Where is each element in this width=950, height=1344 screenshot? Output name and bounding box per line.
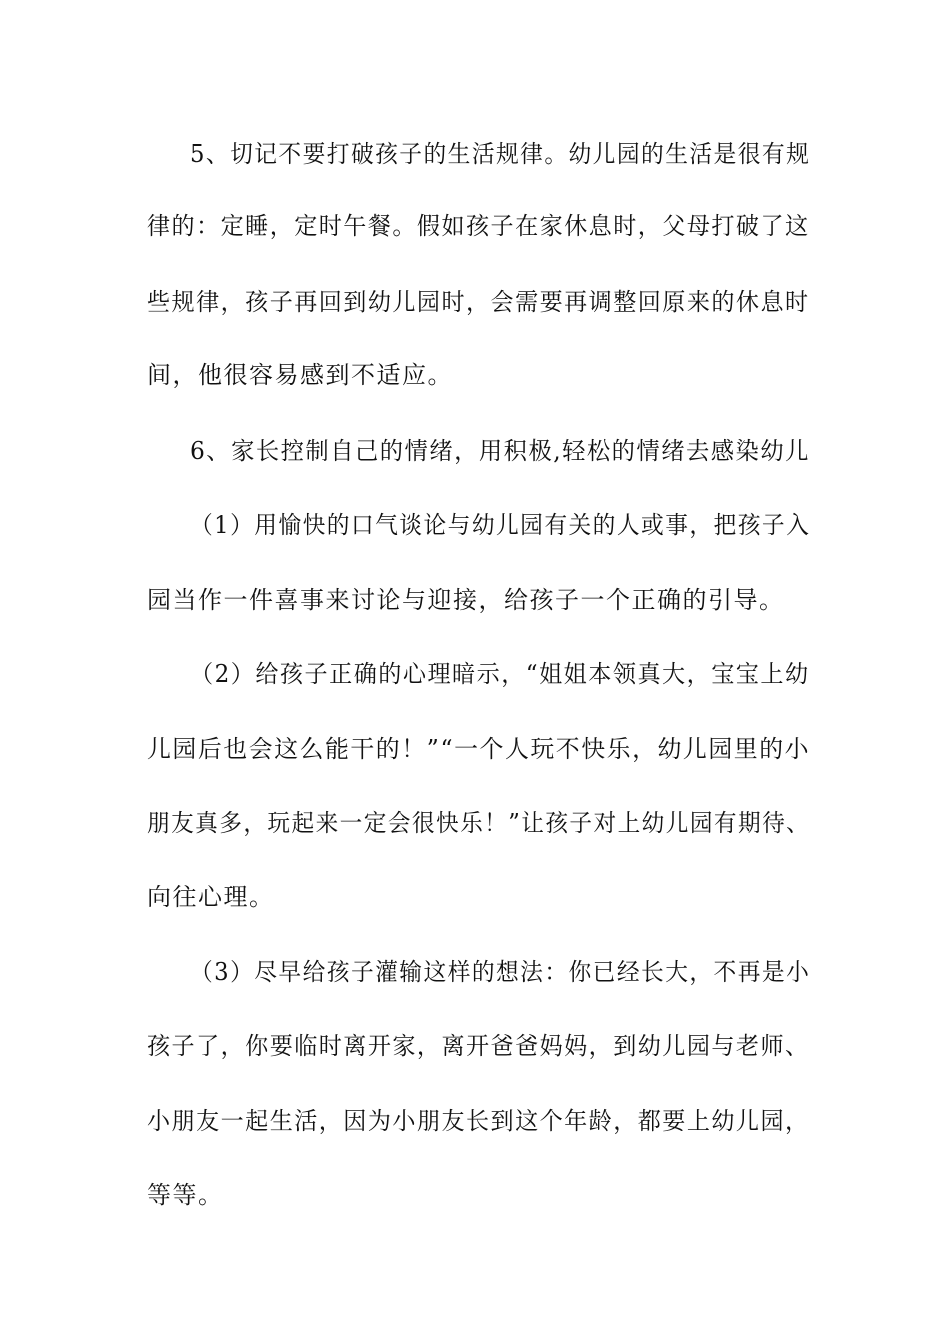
paragraph-5-line-2: 律的：定睡，定时午餐。假如孩子在家休息时，父母打破了这 xyxy=(147,212,810,240)
paragraph-6-1-line-2: 园当作一件喜事来讨论与迎接，给孩子一个正确的引导。 xyxy=(147,586,785,614)
paragraph-6-2-line-3: 朋友真多，玩起来一定会很快乐！”让孩子对上幼儿园有期待、 xyxy=(147,809,811,837)
paragraph-6-1-line-1: （1）用愉快的口气谈论与幼儿园有关的人或事，把孩子入 xyxy=(190,511,811,539)
paragraph-6-line-1: 6、家长控制自己的情绪，用积极,轻松的情绪去感染幼儿 xyxy=(190,437,810,465)
paragraph-6-2-line-2: 儿园后也会这么能干的！”“一个人玩不快乐，幼儿园里的小 xyxy=(147,735,811,763)
paragraph-5-line-1: 5、切记不要打破孩子的生活规律。幼儿园的生活是很有规 xyxy=(190,140,811,168)
paragraph-6-3-line-4: 等等。 xyxy=(147,1181,224,1209)
paragraph-5-line-4: 间，他很容易感到不适应。 xyxy=(147,361,453,389)
paragraph-5-line-3: 些规律，孩子再回到幼儿园时，会需要再调整回原来的休息时 xyxy=(147,288,810,316)
paragraph-6-3-line-3: 小朋友一起生活，因为小朋友长到这个年龄，都要上幼儿园， xyxy=(147,1107,810,1135)
paragraph-6-2-line-1: （2）给孩子正确的心理暗示，“姐姐本领真大，宝宝上幼 xyxy=(190,660,810,688)
paragraph-6-3-line-1: （3）尽早给孩子灌输这样的想法：你已经长大，不再是小 xyxy=(190,958,811,986)
paragraph-6-2-line-4: 向往心理。 xyxy=(147,883,275,911)
paragraph-6-3-line-2: 孩子了，你要临时离开家，离开爸爸妈妈，到幼儿园与老师、 xyxy=(147,1032,810,1060)
